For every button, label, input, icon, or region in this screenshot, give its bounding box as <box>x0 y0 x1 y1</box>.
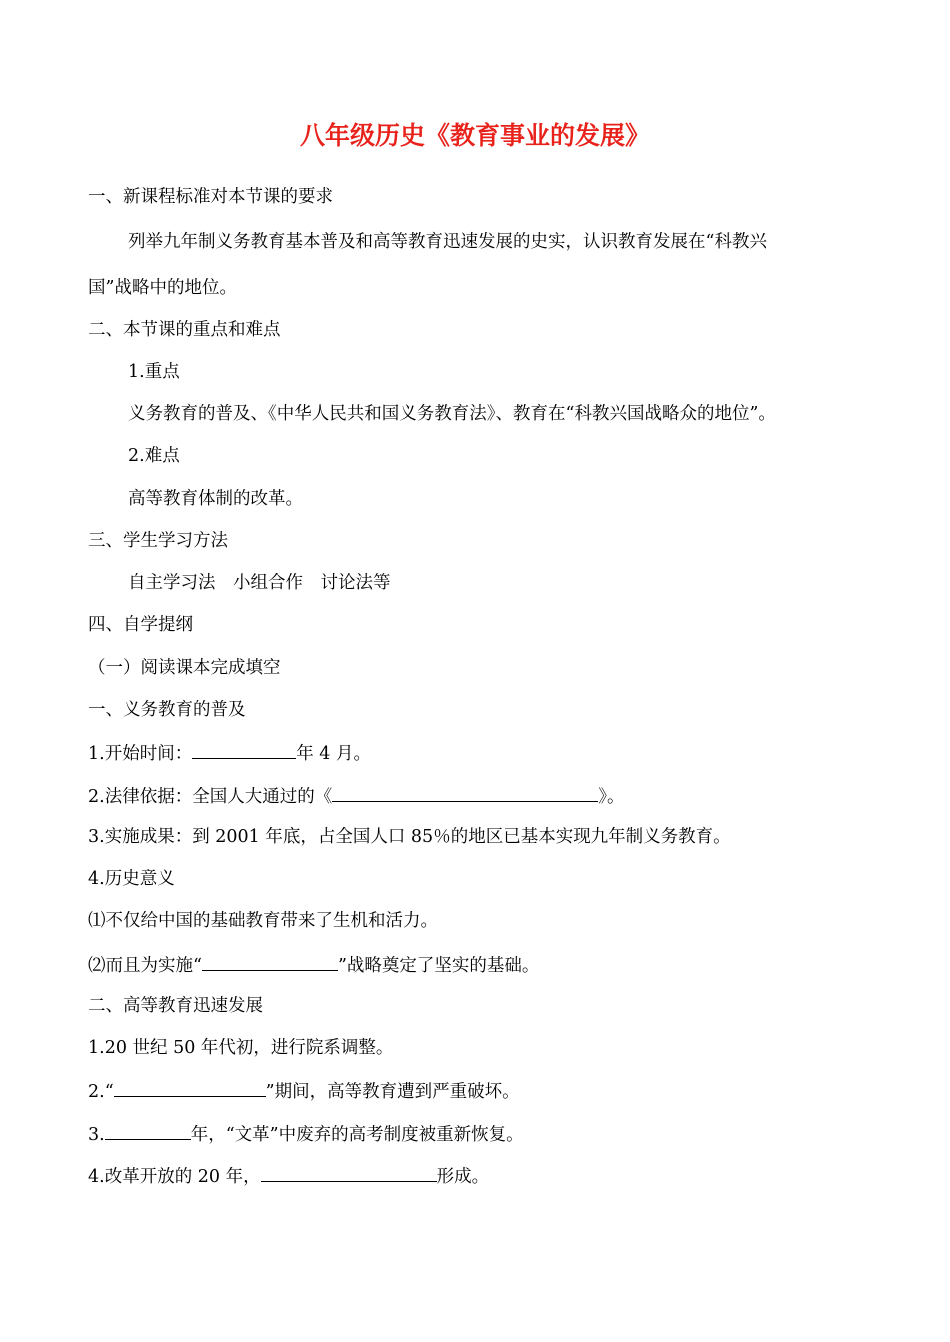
question-text: ”期间，高等教育遭到严重破坏。 <box>265 1082 520 1102</box>
part-1-question-4: 4.历史意义 <box>88 869 175 889</box>
question-text: 》。 <box>598 787 625 807</box>
question-text: 年 4 月。 <box>296 744 371 764</box>
study-methods: 自主学习法 小组合作 讨论法等 <box>128 573 391 593</box>
difficulty-text: 高等教育体制的改革。 <box>128 489 303 509</box>
part-2-question-2 <box>88 1078 520 1104</box>
section-4-heading: 四、自学提纲 <box>88 615 193 635</box>
difficulty-label: 2.难点 <box>128 446 180 466</box>
part-2-heading: 二、高等教育迅速发展 <box>88 996 263 1016</box>
fill-blank[interactable] <box>192 740 296 759</box>
part-2-question-4 <box>88 1163 489 1189</box>
section-1-heading: 一、新课程标准对本节课的要求 <box>88 187 333 207</box>
key-point-text: 义务教育的普及、《中华人民共和国义务教育法》、教育在“科教兴国战略众的地位”。 <box>128 404 776 424</box>
fill-blank[interactable] <box>114 1078 266 1097</box>
part-2-question-3 <box>88 1121 524 1147</box>
fill-blank[interactable] <box>332 783 598 802</box>
section-1-paragraph-line-1: 列举九年制义务教育基本普及和高等教育迅速发展的史实，认识教育发展在“科教兴 <box>128 232 767 252</box>
key-point-label: 1.重点 <box>128 362 180 382</box>
question-text: 2.“ <box>88 1082 114 1102</box>
fill-blank[interactable] <box>105 1121 191 1140</box>
part-1-question-3: 3.实施成果：到 2001 年底，占全国人口 85％的地区已基本实现九年制义务教育。 <box>88 827 731 847</box>
fill-blank[interactable] <box>261 1163 437 1182</box>
section-2-heading: 二、本节课的重点和难点 <box>88 320 281 340</box>
part-1-question-4a: ⑴不仅给中国的基础教育带来了生机和活力。 <box>88 911 438 931</box>
question-text: 年，“文革”中废弃的高考制度被重新恢复。 <box>190 1125 524 1145</box>
section-1-paragraph-line-2: 国”战略中的地位。 <box>88 278 237 298</box>
part-1-question-1 <box>88 740 371 766</box>
section-3-heading: 三、学生学习方法 <box>88 531 228 551</box>
question-text: 1.开始时间： <box>88 744 193 764</box>
part-1-question-2 <box>88 783 624 809</box>
document-title: 八年级历史《教育事业的发展》 <box>299 121 650 150</box>
part-1-question-4b <box>88 952 539 978</box>
question-text: 4.改革开放的 20 年， <box>88 1167 261 1187</box>
question-text: ⑵而且为实施“ <box>88 956 202 976</box>
fill-blank[interactable] <box>202 952 338 971</box>
part-2-question-1: 1.20 世纪 50 年代初，进行院系调整。 <box>88 1038 394 1058</box>
question-text: ”战略奠定了坚实的基础。 <box>337 956 540 976</box>
question-text: 2.法律依据：全国人大通过的《 <box>88 787 333 807</box>
section-4-subheading: （一）阅读课本完成填空 <box>88 658 281 678</box>
part-1-heading: 一、义务教育的普及 <box>88 700 246 720</box>
question-text: 形成。 <box>436 1167 490 1187</box>
question-text: 3. <box>88 1125 105 1145</box>
